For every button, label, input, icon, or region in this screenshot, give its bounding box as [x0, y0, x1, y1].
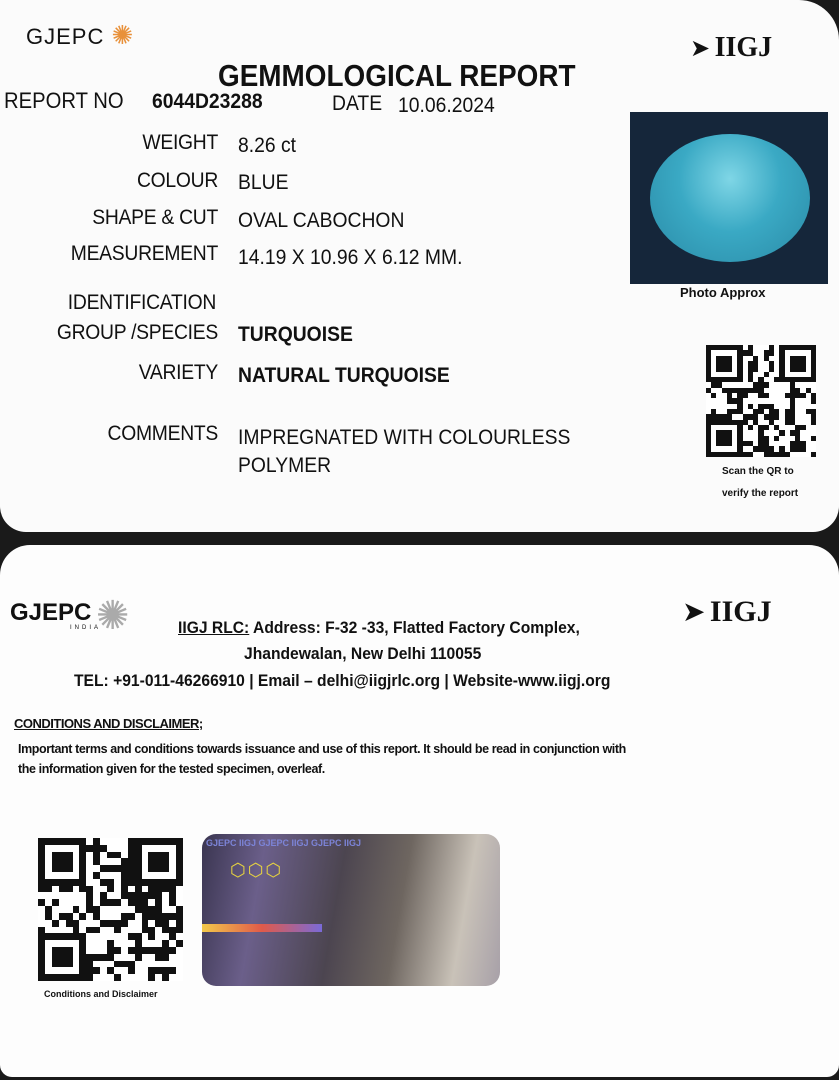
qr-caption-line-1: Scan the QR to — [722, 466, 794, 477]
field-label-measurement: MEASUREMENT — [70, 242, 218, 265]
date-value: 10.06.2024 — [398, 94, 495, 117]
arrow-logo-icon: ➤ — [682, 596, 706, 627]
address-line-1 — [178, 618, 580, 638]
group-label: GROUP /SPECIES — [56, 321, 218, 344]
qr-caption-line-2: verify the report — [722, 488, 799, 499]
hexagon-icons: ⬡⬡⬡ — [230, 860, 284, 880]
field-value-weight: 8.26 ct — [238, 134, 297, 157]
report-back-card — [0, 545, 839, 1077]
conditions-heading: CONDITIONS AND DISCLAIMER; — [14, 716, 203, 731]
gjepc-logo-sub: INDIA — [70, 625, 102, 631]
comments-label: COMMENTS — [107, 422, 218, 445]
conditions-qr-code[interactable] — [38, 838, 183, 981]
variety-label: VARIETY — [138, 361, 218, 384]
gjepc-logo — [26, 20, 134, 51]
conditions-line-1: Important terms and conditions towards issuance and use of this report. It should be read in conjunction with — [18, 742, 626, 756]
gjepc-logo-text: GJEPC — [10, 599, 92, 627]
arrow-logo-icon: ➤ — [690, 35, 711, 62]
turquoise-stone — [650, 134, 810, 262]
contact-line: TEL: +91-011-46266910 | Email – delhi@iigjrlc.org | Website-www.iigj.org — [74, 671, 611, 690]
comments-line-1: IMPREGNATED WITH COLOURLESS — [238, 426, 571, 449]
iigj-logo — [690, 32, 772, 64]
field-label-shape: SHAPE & CUT — [92, 206, 218, 229]
stone-photo — [630, 112, 828, 284]
address-line-2: Jhandewalan, New Delhi 110055 — [244, 644, 482, 663]
iigj-logo-text: IIGJ — [714, 32, 773, 63]
report-no-label: REPORT NO — [4, 88, 124, 113]
field-label-weight: WEIGHT — [142, 131, 218, 154]
field-value-measurement: 14.19 X 10.96 X 6.12 MM. — [238, 246, 463, 269]
photo-caption: Photo Approx — [680, 285, 766, 300]
security-hologram — [202, 834, 500, 986]
date-label: DATE — [332, 92, 383, 115]
report-front-card — [0, 0, 839, 532]
rainbow-stripe — [202, 924, 322, 932]
field-label-colour: COLOUR — [136, 169, 218, 192]
sunburst-icon: ✺ — [95, 594, 130, 638]
address-text: Address: F-32 -33, Flatted Factory Complex, — [249, 618, 580, 637]
gjepc-logo-back — [10, 593, 130, 638]
conditions-qr-caption: Conditions and Disclaimer — [44, 989, 158, 999]
iigj-logo-back — [682, 595, 772, 629]
iigj-logo-text: IIGJ — [709, 595, 772, 628]
hologram-text: GJEPC IIGJ GJEPC IIGJ GJEPC IIGJ — [206, 838, 362, 848]
address-label: IIGJ RLC: — [178, 618, 250, 637]
comments-line-2: POLYMER — [238, 454, 332, 477]
gjepc-logo-text: GJEPC — [26, 24, 105, 49]
verify-qr-code[interactable] — [706, 345, 816, 457]
identification-label: IDENTIFICATION — [67, 291, 216, 314]
conditions-line-2: the information given for the tested specimen, overleaf. — [18, 762, 325, 776]
field-value-colour: BLUE — [238, 171, 289, 194]
group-value: TURQUOISE — [238, 323, 353, 346]
sunburst-icon: ✺ — [111, 20, 135, 50]
page-title: GEMMOLOGICAL REPORT — [218, 58, 576, 93]
report-no-value: 6044D23288 — [152, 90, 263, 113]
field-value-shape: OVAL CABOCHON — [238, 209, 405, 232]
variety-value: NATURAL TURQUOISE — [238, 364, 450, 387]
